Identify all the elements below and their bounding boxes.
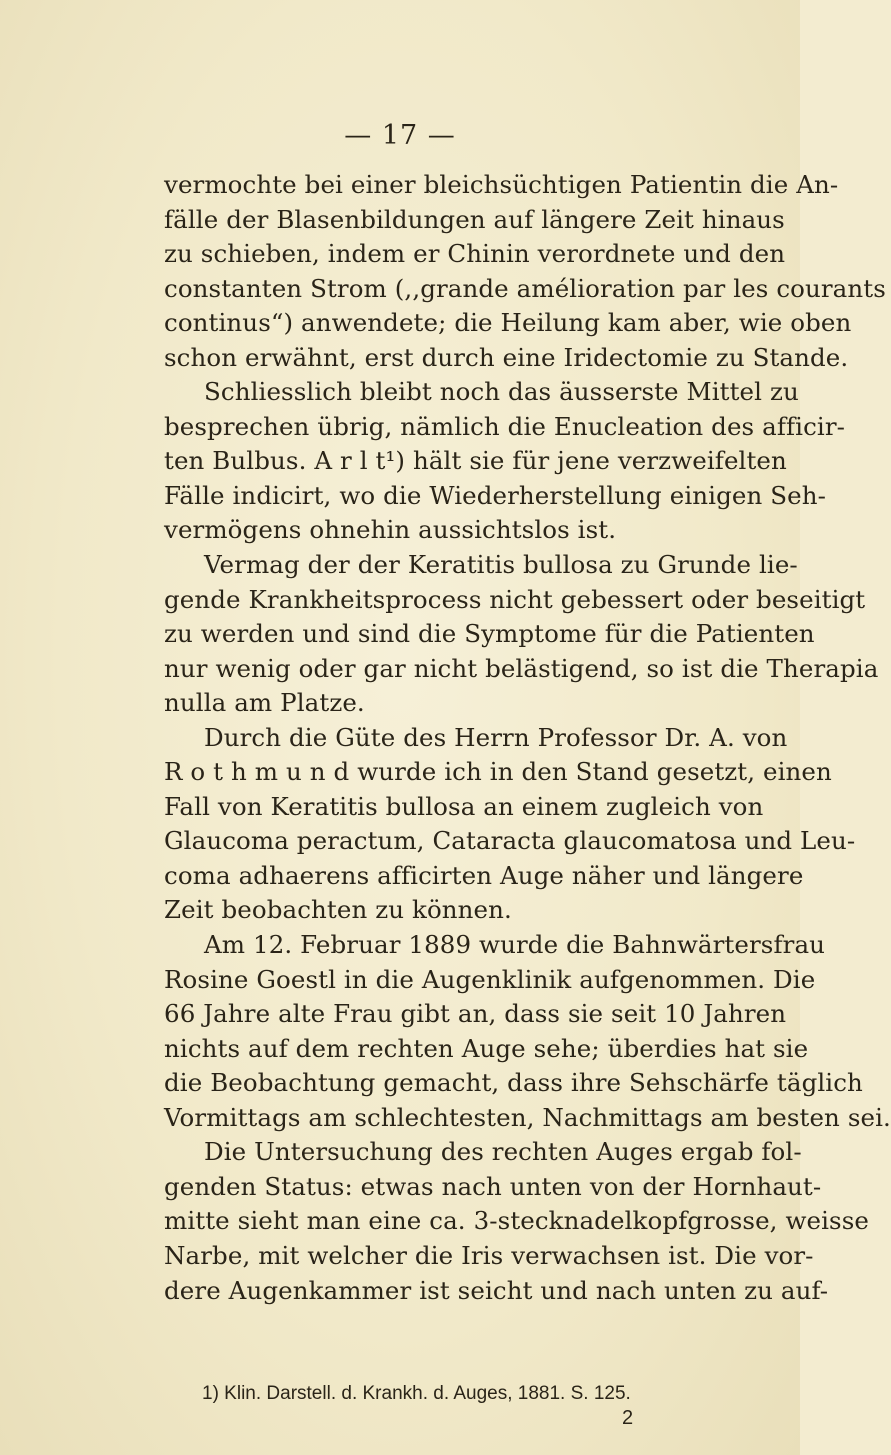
- text-line: zu schieben, indem er Chinin verordnete und den: [164, 239, 786, 269]
- text-line: zu werden und sind die Symptome für die Patienten: [164, 619, 815, 649]
- text-line: coma adhaerens afficirten Auge näher und längere: [164, 860, 804, 890]
- text-line: mitte sieht man eine ca. 3-stecknadelkopfgrosse, weisse: [164, 1206, 869, 1236]
- text-line: vermögens ohnehin aussichtslos ist.: [164, 515, 617, 545]
- text-line: besprechen übrig, nämlich die Enucleation des afficir-: [164, 411, 846, 441]
- text-line: R o t h m u n d wurde ich in den Stand gesetzt, einen: [164, 757, 832, 787]
- text-line: Durch die Güte des Herrn Professor Dr. A. von: [204, 722, 788, 752]
- text-line: Schliesslich bleibt noch das äusserste Mittel zu: [204, 377, 799, 407]
- text-line: schon erwähnt, erst durch eine Iridectomie zu Stande.: [164, 342, 849, 372]
- text-line: nur wenig oder gar nicht belästigend, so ist die Therapia: [164, 653, 879, 683]
- text-line: nulla am Platze.: [164, 688, 365, 718]
- text-line: nichts auf dem rechten Auge sehe; überdies hat sie: [164, 1033, 809, 1063]
- text-line: fälle der Blasenbildungen auf längere Zeit hinaus: [164, 204, 785, 234]
- text-line: 66 Jahre alte Frau gibt an, dass sie seit 10 Jahren: [164, 999, 787, 1029]
- body-text: [164, 168, 891, 1308]
- text-line: Narbe, mit welcher die Iris verwachsen ist. Die vor-: [164, 1240, 814, 1270]
- footnote: 1) Klin. Darstell. d. Krankh. d. Auges, 1881. S. 125.: [202, 1383, 631, 1404]
- text-line: Vormittags am schlechtesten, Nachmittags am besten sei.: [164, 1102, 891, 1132]
- text-line: Rosine Goestl in die Augenklinik aufgenommen. Die: [164, 964, 816, 994]
- text-line: Zeit beobachten zu können.: [164, 895, 512, 925]
- text-line: Vermag der der Keratitis bullosa zu Grunde lie-: [204, 550, 798, 580]
- page-header: — 17 —: [344, 120, 456, 151]
- printer-signature: 2: [622, 1407, 634, 1429]
- text-line: Glaucoma peractum, Cataracta glaucomatosa und Leu-: [164, 826, 856, 856]
- text-line: constanten Strom (,,grande amélioration par les courants: [164, 273, 886, 303]
- text-line: genden Status: etwas nach unten von der Hornhaut-: [164, 1171, 822, 1201]
- text-line: ten Bulbus. A r l t¹) hält sie für jene verzweifelten: [164, 446, 787, 476]
- text-line: vermochte bei einer bleichsüchtigen Patientin die An-: [164, 170, 839, 199]
- text-line: Fall von Keratitis bullosa an einem zugleich von: [164, 791, 764, 821]
- text-line: gende Krankheitsprocess nicht gebessert oder beseitigt: [164, 584, 866, 614]
- text-line: Fälle indicirt, wo die Wiederherstellung einigen Seh-: [164, 480, 826, 510]
- text-line: dere Augenkammer ist seicht und nach unten zu auf-: [164, 1275, 829, 1305]
- text-line: continus“) anwendete; die Heilung kam aber, wie oben: [164, 308, 852, 338]
- text-line: Die Untersuchung des rechten Auges ergab fol-: [204, 1137, 802, 1167]
- text-line: Am 12. Februar 1889 wurde die Bahnwärtersfrau: [204, 930, 826, 960]
- text-line: die Beobachtung gemacht, dass ihre Sehschärfe täglich: [164, 1068, 863, 1098]
